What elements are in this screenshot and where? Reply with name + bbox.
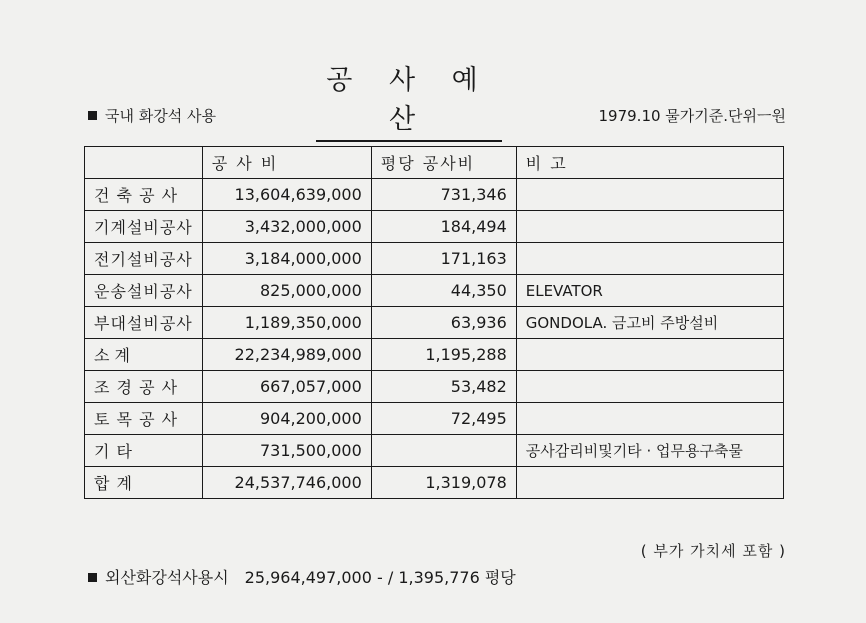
subtitle-right: 1979.10 물가기준.단위ㅡ원 (598, 107, 786, 125)
header-cell: 비 고 (516, 147, 783, 179)
per-pyeong-cell: 63,936 (371, 307, 516, 339)
row-label: 기 타 (85, 435, 203, 467)
table-row (85, 435, 784, 467)
per-pyeong-cell: 72,495 (371, 403, 516, 435)
per-pyeong-cell: 44,350 (371, 275, 516, 307)
remark-cell (516, 371, 783, 403)
square-bullet-icon (88, 111, 97, 120)
table-row (85, 243, 784, 275)
subtitle-left (88, 105, 216, 126)
cost-cell: 24,537,746,000 (202, 467, 371, 499)
table-header-row (85, 147, 784, 179)
remark-cell: 공사감리비및기타 · 업무용구축물 (516, 435, 783, 467)
remark-cell (516, 467, 783, 499)
footer-value: 25,964,497,000 - / 1,395,776 평당 (244, 568, 516, 587)
cost-cell: 667,057,000 (202, 371, 371, 403)
table-row (85, 307, 784, 339)
cost-cell: 22,234,989,000 (202, 339, 371, 371)
cost-cell: 904,200,000 (202, 403, 371, 435)
table-row (85, 467, 784, 499)
header-cell (85, 147, 203, 179)
footer-label: 외산화강석사용시 (105, 568, 229, 587)
per-pyeong-cell (371, 435, 516, 467)
remark-cell (516, 211, 783, 243)
vat-note: ( 부가 가치세 포함 ) (640, 542, 786, 560)
row-label: 기계설비공사 (85, 211, 203, 243)
document-title: 공 사 예 산 (316, 58, 502, 142)
row-label: 건 축 공 사 (85, 179, 203, 211)
subtotal-label (94, 343, 193, 366)
footer-line (88, 565, 516, 588)
header-cell: 평당 공사비 (371, 147, 516, 179)
table-row (85, 403, 784, 435)
row-label: 토 목 공 사 (85, 403, 203, 435)
cost-cell: 731,500,000 (202, 435, 371, 467)
row-label: 운송설비공사 (85, 275, 203, 307)
budget-table (84, 146, 784, 499)
cost-cell: 13,604,639,000 (202, 179, 371, 211)
row-label: 합 계 (85, 467, 203, 499)
table-row (85, 371, 784, 403)
cost-cell: 3,432,000,000 (202, 211, 371, 243)
remark-cell (516, 339, 783, 371)
table-row (85, 275, 784, 307)
subtitle-left-text: 국내 화강석 사용 (105, 107, 216, 125)
remark-cell: ELEVATOR (516, 275, 783, 307)
table-row (85, 179, 784, 211)
per-pyeong-cell: 731,346 (371, 179, 516, 211)
cost-cell: 1,189,350,000 (202, 307, 371, 339)
table-row (85, 339, 784, 371)
per-pyeong-cell: 53,482 (371, 371, 516, 403)
table-row (85, 211, 784, 243)
row-label: 전기설비공사 (85, 243, 203, 275)
header-cell: 공 사 비 (202, 147, 371, 179)
row-label: 조 경 공 사 (85, 371, 203, 403)
square-bullet-icon (88, 573, 97, 582)
per-pyeong-cell: 171,163 (371, 243, 516, 275)
cost-cell: 3,184,000,000 (202, 243, 371, 275)
remark-cell (516, 403, 783, 435)
remark-cell (516, 243, 783, 275)
row-label (85, 339, 203, 371)
row-label: 부대설비공사 (85, 307, 203, 339)
per-pyeong-cell: 1,195,288 (371, 339, 516, 371)
per-pyeong-cell: 1,319,078 (371, 467, 516, 499)
per-pyeong-cell: 184,494 (371, 211, 516, 243)
remark-cell: GONDOLA. 금고비 주방설비 (516, 307, 783, 339)
remark-cell (516, 179, 783, 211)
subtotal-label-text: 소 계 (94, 346, 130, 365)
cost-cell: 825,000,000 (202, 275, 371, 307)
